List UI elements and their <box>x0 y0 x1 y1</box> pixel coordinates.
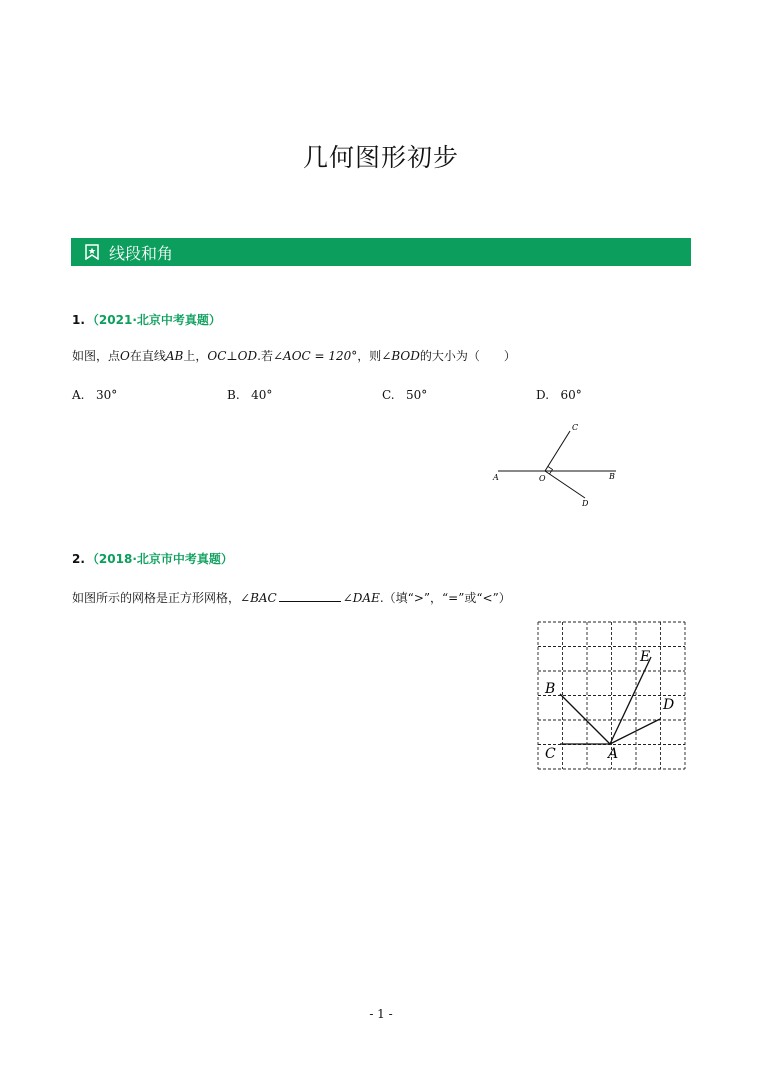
math-perpendicular: OC⊥OD <box>207 349 258 363</box>
stem-text: 如图，点 <box>72 349 121 363</box>
math-angle-dae: ∠DAE <box>342 591 380 605</box>
ray-oc <box>545 431 570 471</box>
figure-2-grid <box>536 620 686 772</box>
option-value: 50° <box>406 388 428 402</box>
stem-text: 如图所示的网格是正方形网格， <box>72 591 241 605</box>
label-b: B <box>545 681 556 697</box>
question-number: 2. <box>72 552 85 566</box>
section-banner <box>71 238 691 266</box>
figure-1 <box>488 418 628 514</box>
option-value: 30° <box>95 388 118 402</box>
question-source: （2018·北京市中考真题） <box>86 552 233 566</box>
math-ab: AB <box>165 349 184 363</box>
question-number: 1. <box>72 313 85 327</box>
ray-ad <box>610 719 660 744</box>
section-title: 线段和角 <box>109 243 174 263</box>
label-d: D <box>582 499 589 508</box>
stem-text: ”） <box>492 591 511 605</box>
stem-text: ”，“ <box>423 591 449 605</box>
label-o: O <box>539 474 546 483</box>
option-letter: A. <box>72 388 85 402</box>
option-letter: B. <box>227 388 240 402</box>
stem-text: ”或“ <box>458 591 483 605</box>
page-title: 几何图形初步 <box>302 143 459 172</box>
symbol-greater: > <box>413 591 424 605</box>
symbol-less: < <box>482 591 493 605</box>
option-a[interactable] <box>72 388 117 402</box>
math-angle-bac: ∠BAC <box>240 591 277 605</box>
question-2-header <box>72 550 233 567</box>
ray-od <box>545 471 585 498</box>
option-d[interactable] <box>536 388 582 402</box>
option-b[interactable] <box>227 388 272 402</box>
option-value: 40° <box>251 388 273 402</box>
option-c[interactable] <box>382 388 427 402</box>
question-1-header <box>72 311 221 328</box>
label-c: C <box>572 423 579 432</box>
stem-text: 在直线 <box>129 349 166 363</box>
label-a: A <box>493 473 499 482</box>
option-value: 60° <box>560 388 582 402</box>
math-angle-aoc: ∠AOC = 120° <box>272 349 358 363</box>
label-c: C <box>545 746 556 762</box>
stem-text: 的大小为（ ） <box>419 349 516 363</box>
math-angle-bod: ∠BOD <box>381 349 420 363</box>
question-2-stem <box>72 589 511 606</box>
option-letter: C. <box>382 388 395 402</box>
question-source: （2021·北京中考真题） <box>86 313 221 327</box>
stem-text: ，则 <box>357 349 382 363</box>
page-number: - 1 - <box>369 1007 393 1021</box>
label-b: B <box>609 472 615 481</box>
answer-blank[interactable] <box>279 591 341 602</box>
stem-text: .（填“ <box>379 591 414 605</box>
label-a: A <box>608 746 619 762</box>
bookmark-star-icon <box>85 244 99 260</box>
right-angle-mark <box>548 467 553 475</box>
stem-text: 上， <box>183 349 208 363</box>
symbol-equal: = <box>448 591 459 605</box>
stem-text: .若 <box>257 349 273 363</box>
ray-ab <box>560 694 610 744</box>
label-e: E <box>640 649 651 665</box>
label-d: D <box>663 697 675 713</box>
question-1-stem <box>72 347 516 364</box>
option-letter: D. <box>536 388 550 402</box>
ray-ae <box>610 657 651 744</box>
math-o: O <box>120 349 130 363</box>
